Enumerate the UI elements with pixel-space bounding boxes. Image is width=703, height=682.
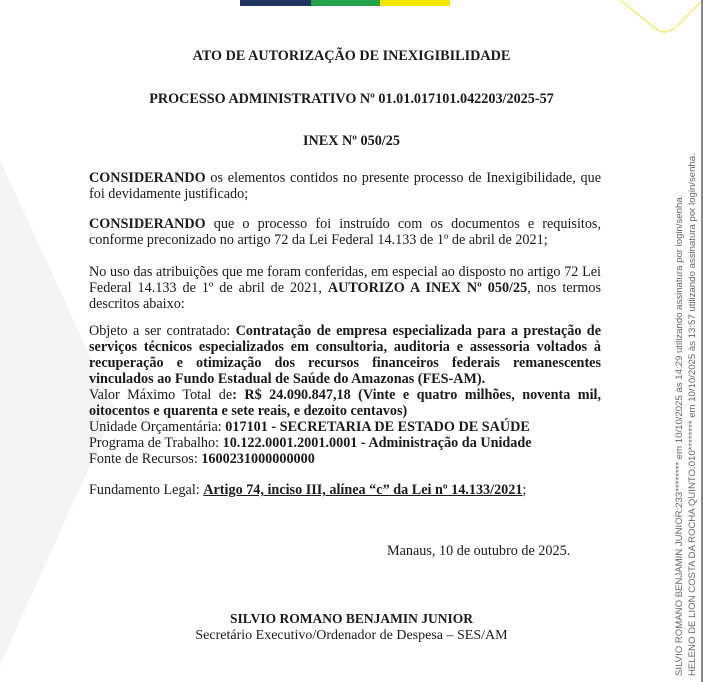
fonte-line bbox=[89, 451, 601, 467]
valor-value: : R$ 24.090.847,18 (Vinte e quatro milhões, noventa mil, oitocentos e quarenta e sete reais, e dezoito centavos) bbox=[89, 387, 601, 419]
objeto-label: Objeto a ser contratado: bbox=[89, 323, 236, 339]
paragraph-considerando-1 bbox=[89, 170, 601, 202]
paragraph-text: , nos termos descritos abaixo: bbox=[89, 280, 601, 312]
objeto-line bbox=[89, 323, 601, 387]
fundamento-label: Fundamento Legal: bbox=[89, 482, 204, 498]
programa-label: Programa de Trabalho: bbox=[89, 435, 223, 451]
fonte-value: 1600231000000000 bbox=[201, 451, 315, 467]
paragraph-text: que o processo foi instruído com os documentos e requisitos, conforme preconizado no artigo 72 da Lei Federal 14.133 de 1º de abril de 2021; bbox=[89, 216, 601, 248]
decorative-corner-shape bbox=[610, 0, 703, 40]
inex-number: INEX Nº 050/25 bbox=[303, 133, 400, 149]
fundamento-value: Artigo 74, inciso III, alínea “c” da Lei nº 14.133/2021 bbox=[203, 482, 523, 498]
bold-lead: CONSIDERANDO bbox=[89, 216, 206, 232]
fundamento-end: ; bbox=[522, 482, 527, 498]
header-bar-navy bbox=[240, 0, 311, 6]
signatario-nome: SILVIO ROMANO BENJAMIN JUNIOR bbox=[230, 611, 473, 626]
fonte-label: Fonte de Recursos: bbox=[89, 451, 202, 467]
valor-line bbox=[89, 387, 601, 419]
paragraph-text: No uso das atribuições que me foram conferidas, em especial ao disposto no artigo 72 Lei Federal 14.133 de 1º de abril de 2021, bbox=[89, 264, 601, 296]
paragraph-considerando-2 bbox=[89, 216, 601, 248]
programa-line bbox=[89, 435, 601, 451]
header-bar-yellow bbox=[380, 0, 450, 6]
document-title: ATO DE AUTORIZAÇÃO DE INEXIGIBILIDADE bbox=[192, 48, 511, 64]
bold-lead: CONSIDERANDO bbox=[89, 170, 206, 186]
unidade-label: Unidade Orçamentária: bbox=[89, 419, 226, 435]
signature-stamp-1: SILVIO ROMANO BENJAMIN JUNIOR:233******** em 10/10/2025 às 14:29 utilizando assinatura por login/senha. bbox=[674, 194, 685, 676]
signature-stamp-2: HELENO DE LION COSTA DA ROCHA QUINTO:010******** em 10/10/2025 às 13:57 utilizando assinatura por login/senha. bbox=[687, 153, 698, 676]
programa-value: 10.122.0001.2001.0001 - Administração da Unidade bbox=[222, 435, 532, 451]
autorizo-text: AUTORIZO A INEX Nº 050/25 bbox=[327, 280, 528, 296]
paragraph-autorizo bbox=[89, 264, 601, 312]
valor-label: Valor Máximo Total de bbox=[89, 387, 233, 403]
objeto-value: Contratação de empresa especializada para a prestação de serviços técnicos especializados em consultoria, auditoria e assessoria voltados à recuperação e otimização dos recursos financeiros federais remanescentes vinculados ao Fundo Estadual de Saúde do Amazonas (FES-AM). bbox=[89, 323, 601, 387]
details-block bbox=[89, 323, 601, 498]
local-data: Manaus, 10 de outubro de 2025. bbox=[387, 543, 571, 559]
fundamento-line bbox=[89, 482, 601, 498]
unidade-value: 017101 - SECRETARIA DE ESTADO DE SAÚDE bbox=[225, 419, 530, 435]
header-bar-green bbox=[311, 0, 380, 6]
processo-number: PROCESSO ADMINISTRATIVO Nº 01.01.017101.042203/2025-57 bbox=[149, 91, 554, 107]
paragraph-text: os elementos contidos no presente processo de Inexigibilidade, que foi devidamente justificado; bbox=[89, 170, 601, 202]
unidade-line bbox=[89, 419, 601, 435]
signatario-cargo: Secretário Executivo/Ordenador de Despesa – SES/AM bbox=[195, 628, 508, 643]
